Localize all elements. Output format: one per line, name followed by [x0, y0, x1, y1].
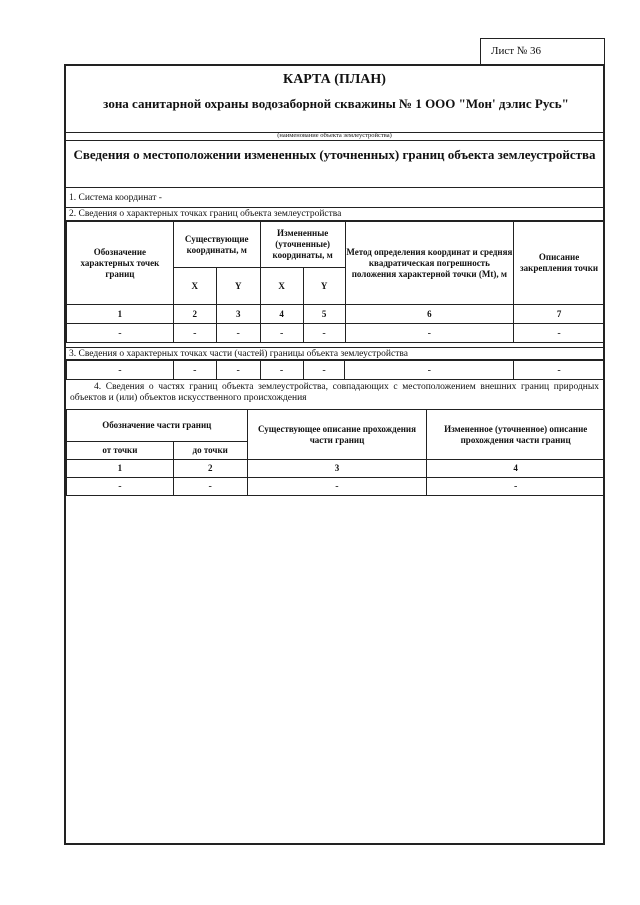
table-cell: -	[67, 324, 174, 343]
table-cell: -	[427, 478, 605, 496]
header-method: Метод определения координат и средняя квадратическая погрешность положения характерной точки (Mt), м	[345, 222, 514, 305]
table-cell: -	[67, 478, 174, 496]
sheet-number: Лист № 36	[491, 45, 542, 57]
col-num: 3	[247, 460, 427, 478]
object-name: зона санитарной охраны водозаборной скважины № 1 ООО "Мон' дэлис Русь"	[103, 96, 569, 111]
header-designation: Обозначение характерных точек границ	[67, 222, 174, 305]
table-cell: -	[216, 324, 260, 343]
col-num: 4	[427, 460, 605, 478]
table-cell: -	[303, 324, 345, 343]
col-num: 2	[173, 460, 247, 478]
table-row	[67, 478, 605, 496]
col-num: 5	[303, 305, 345, 324]
col-num: 4	[260, 305, 303, 324]
header-changed-description: Измененное (уточненное) описание прохождения части границ	[427, 410, 605, 460]
header-y-existing: Y	[216, 268, 260, 305]
col-num: 2	[173, 305, 216, 324]
table-cell: -	[216, 361, 260, 380]
section2-title: 2. Сведения о характерных точках границ объекта землеустройства	[66, 208, 603, 221]
section4-title: 4. Сведения о частях границ объекта землеустройства, совпадающих с местоположением внешних границ природных объектов и (или) объектов искусственного происхождения	[66, 379, 603, 409]
table-cell: -	[303, 361, 345, 380]
document-title: КАРТА (ПЛАН)	[283, 72, 386, 87]
table-cell: -	[67, 361, 174, 380]
header-changed-coords: Измененные (уточненные) координаты, м	[260, 222, 345, 268]
col-num: 3	[216, 305, 260, 324]
table-cell: -	[247, 478, 427, 496]
table-cell: -	[173, 478, 247, 496]
header-x-changed: X	[260, 268, 303, 305]
table-row	[67, 324, 605, 343]
table-cell: -	[260, 361, 303, 380]
header-part-designation: Обозначение части границ	[67, 410, 248, 442]
sheet-number-box	[480, 38, 605, 65]
section3-title: 3. Сведения о характерных точках части (частей) границы объекта землеустройства	[66, 347, 603, 360]
part-points-table	[66, 360, 605, 380]
col-num: 1	[67, 305, 174, 324]
coordinate-system-line: 1. Система координат -	[66, 188, 603, 208]
table-cell: -	[345, 324, 514, 343]
section-heading: Сведения о местоположении измененных (уточненных) границ объекта землеустройства	[66, 140, 603, 188]
boundary-parts-table	[66, 409, 605, 496]
header-existing-description: Существующее описание прохождения части границ	[247, 410, 427, 460]
column-number-row	[67, 460, 605, 478]
header-y-changed: Y	[303, 268, 345, 305]
header-x-existing: X	[173, 268, 216, 305]
table-row	[67, 361, 605, 380]
table-cell: -	[260, 324, 303, 343]
boundary-points-table	[66, 221, 605, 343]
column-number-row	[67, 305, 605, 324]
table-cell: -	[173, 361, 216, 380]
table-cell: -	[514, 324, 605, 343]
form-frame	[64, 64, 605, 845]
col-num: 6	[345, 305, 514, 324]
table-cell: -	[173, 324, 216, 343]
header-to-point: до точки	[173, 442, 247, 460]
table-cell: -	[345, 361, 514, 380]
header-fixing: Описание закрепления точки	[514, 222, 605, 305]
header-from-point: от точки	[67, 442, 174, 460]
col-num: 7	[514, 305, 605, 324]
object-name-caption: (наименование объекта землеустройства)	[277, 132, 392, 139]
header-existing-coords: Существующие координаты, м	[173, 222, 260, 268]
col-num: 1	[67, 460, 174, 478]
table-cell: -	[514, 361, 605, 380]
